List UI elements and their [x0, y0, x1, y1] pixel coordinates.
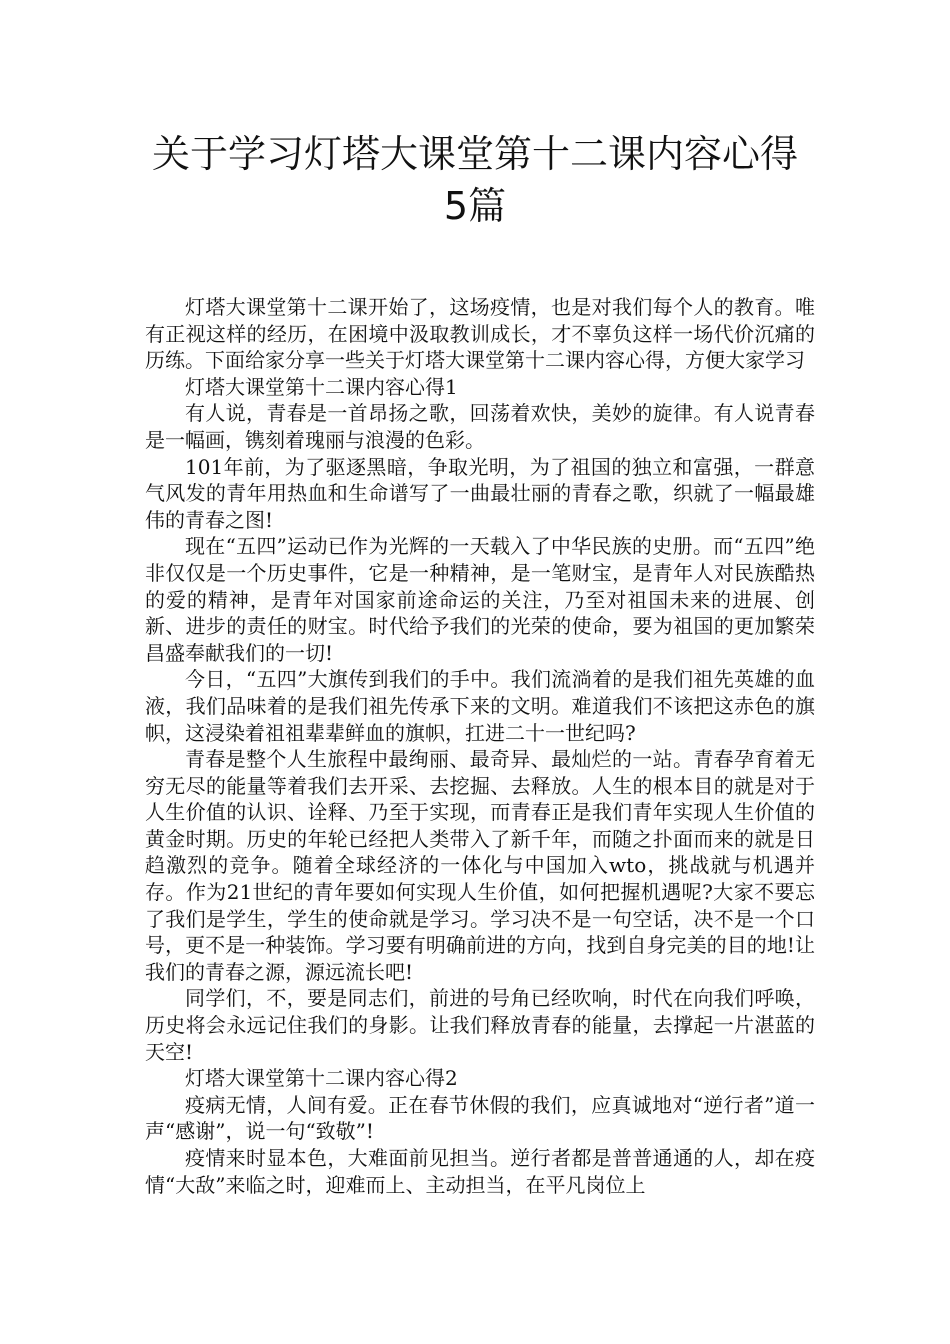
document-body [145, 294, 815, 1198]
paragraph: 同学们，不，要是同志们，前进的号角已经吹响，时代在向我们呼唤，历史将会永远记住我们的身影。让我们释放青春的能量，去撑起一片湛蓝的天空! [145, 986, 815, 1064]
section-heading-2: 灯塔大课堂第十二课内容心得2 [185, 1066, 458, 1091]
paragraph: 疫病无情，人间有爱。正在春节休假的我们，应真诚地对“逆行者”道一声“感谢”，说一句“致敬”! [145, 1092, 815, 1144]
paragraph: 青春是整个人生旅程中最绚丽、最奇异、最灿烂的一站。青春孕育着无穷无尽的能量等着我们去开采、去挖掘、去释放。人生的根本目的就是对于人生价值的认识、诠释、乃至于实现，而青春正是我们青年实现人生价值的黄金时期。历史的年轮已经把人类带入了新千年，而随之扑面而来的就是日趋激烈的竞争。随着全球经济的一体化与中国加入wto，挑战就与机遇并存。作为21世纪的青年要如何实现人生价值，如何把握机遇呢?大家不要忘了我们是学生，学生的使命就是学习。学习决不是一句空话，决不是一个口号，更不是一种装饰。学习要有明确前进的方向，找到自身完美的目的地!让我们的青春之源，源远流长吧! [145, 747, 815, 984]
title-line-2: 5篇 [443, 184, 507, 228]
intro-paragraph: 灯塔大课堂第十二课开始了，这场疫情，也是对我们每个人的教育。唯有正视这样的经历，在困境中汲取教训成长，才不辜负这样一场代价沉痛的历练。下面给家分享一些关于灯塔大课堂第十二课内容心得，方便大家学习 [145, 295, 815, 373]
section-heading-1: 灯塔大课堂第十二课内容心得1 [185, 374, 458, 399]
paragraph: 今日，“五四”大旗传到我们的手中。我们流淌着的是我们祖先英雄的血液，我们品味着的是我们祖先传承下来的文明。难道我们不该把这赤色的旗帜，这浸染着祖祖辈辈鲜血的旗帜，扛进二十一世纪吗? [145, 667, 815, 745]
paragraph: 现在“五四”运动已作为光辉的一天载入了中华民族的史册。而“五四”绝非仅仅是一个历史事件，它是一种精神，是一笔财宝，是青年人对民族酷热的爱的精神，是青年对国家前途命运的关注，乃至对祖国未来的进展、创新、进步的责任的财宝。时代给予我们的光荣的使命，要为祖国的更加繁荣昌盛奉献我们的一切! [145, 534, 815, 665]
paragraph: 有人说，青春是一首昂扬之歌，回荡着欢快，美妙的旋律。有人说青春是一幅画，镌刻着瑰丽与浪漫的色彩。 [145, 401, 815, 452]
document-title [100, 128, 850, 232]
title-line-1: 关于学习灯塔大课堂第十二课内容心得 [151, 132, 798, 176]
paragraph: 疫情来时显本色，大难面前见担当。逆行者都是普普通通的人，却在疫情“大敌”来临之时，迎难而上、主动担当，在平凡岗位上 [145, 1146, 815, 1197]
paragraph: 101年前，为了驱逐黑暗，争取光明，为了祖国的独立和富强，一群意气风发的青年用热血和生命谱写了一曲最壮丽的青春之歌，织就了一幅最雄伟的青春之图! [145, 454, 815, 532]
